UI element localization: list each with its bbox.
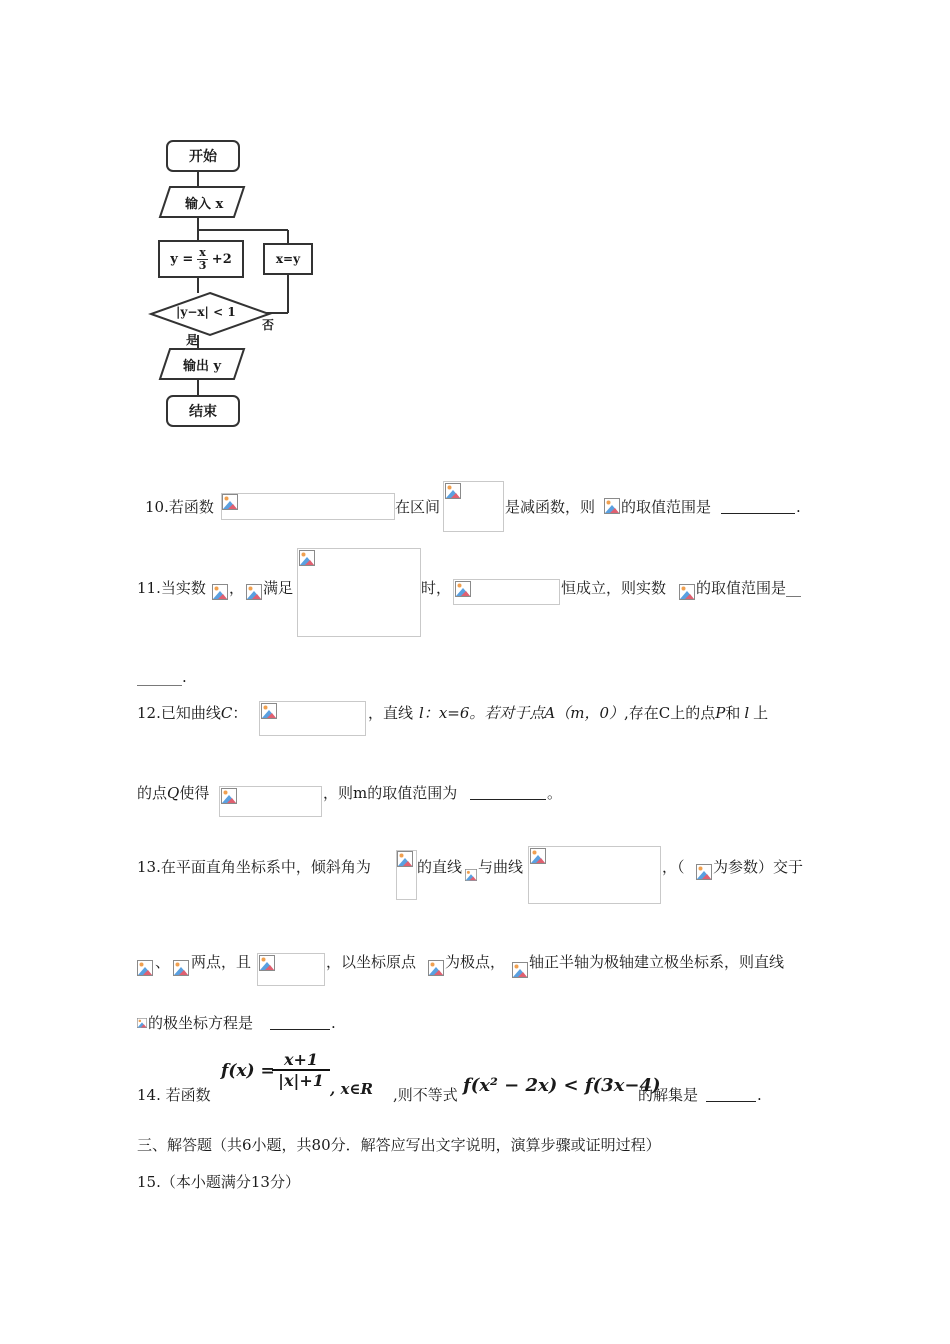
broken-image-icon xyxy=(512,962,528,978)
q14-fraction-denominator: |x|+1 xyxy=(278,1071,324,1090)
broken-image-icon xyxy=(428,960,444,976)
assign-y-den: 3 xyxy=(198,258,207,272)
assign-y-fraction xyxy=(197,247,208,272)
q11-text-5: 恒成立，则实数 xyxy=(561,579,667,597)
q12-text-1: 12.已知曲线 xyxy=(137,704,221,722)
q12-point-a: A（m，0） xyxy=(544,704,624,722)
broken-image-icon xyxy=(604,498,620,514)
broken-image-icon xyxy=(465,867,477,883)
flowchart-assign-y xyxy=(158,240,244,278)
q12-line-def: l：x=6。若对于点 xyxy=(419,704,545,722)
q13-text-12: . xyxy=(331,1014,336,1032)
q11-text-4: 时， xyxy=(421,579,452,597)
q12-text-2: ，直线 xyxy=(368,704,414,722)
q12-curve-name: C xyxy=(220,704,233,722)
q12-point-q: Q xyxy=(167,784,180,802)
q11-text-7: ______. xyxy=(137,668,187,686)
q14-fraction xyxy=(272,1050,330,1090)
q12-text-on: 上 xyxy=(753,704,769,722)
broken-image-icon xyxy=(679,584,695,600)
broken-image-icon xyxy=(261,703,277,719)
q14-fraction-numerator: x+1 xyxy=(272,1050,330,1071)
q12-text-3: 的点 xyxy=(137,784,168,802)
q12-text-5: 。 xyxy=(547,784,563,802)
q10-text-3: 是减函数，则 xyxy=(505,498,596,516)
q12-line-1-start xyxy=(137,703,247,723)
assign-y-num: x xyxy=(199,245,206,259)
flowchart-assign-x: x=y xyxy=(263,243,313,275)
q13-text-8: ，以坐标原点 xyxy=(326,953,417,971)
broken-image-icon xyxy=(530,848,546,864)
q13-text-11: 的极坐标方程是 xyxy=(148,1014,254,1032)
q14-text-4: . xyxy=(757,1086,762,1104)
q12-text-and: 和 xyxy=(725,704,741,722)
q13-text-1: 13.在平面直角坐标系中，倾斜角为 xyxy=(137,858,371,876)
q12-point-p: P xyxy=(715,704,726,722)
q12-line-l: l xyxy=(744,704,750,722)
question-15-heading: 15.（本小题满分13分） xyxy=(137,1173,300,1191)
q10-text-5: . xyxy=(796,498,801,516)
q13-text-2: 的直线 xyxy=(417,858,463,876)
broken-image-icon xyxy=(445,483,461,499)
broken-image-icon xyxy=(221,788,237,804)
q12-line-1-end xyxy=(368,703,768,723)
q12-text-4: ，则m的取值范围为 xyxy=(323,784,458,802)
q12-answer-blank[interactable] xyxy=(470,785,546,800)
q13-text-9: 为极点， xyxy=(445,953,506,971)
broken-image-icon xyxy=(137,960,153,976)
q10-formula-function xyxy=(221,493,395,520)
q10-answer-blank[interactable] xyxy=(721,499,795,514)
q14-text-1: 14. 若函数 xyxy=(137,1086,211,1104)
q14-domain: , x∈R xyxy=(330,1080,373,1098)
broken-image-icon xyxy=(397,851,413,867)
broken-image-icon xyxy=(246,584,262,600)
flowchart-yes-label: 是 xyxy=(186,333,199,347)
broken-image-icon xyxy=(212,584,228,600)
q14-inequality: f(x² − 2x) < f(3x−4) xyxy=(463,1075,661,1096)
broken-image-icon xyxy=(173,960,189,976)
broken-image-icon xyxy=(259,955,275,971)
flowchart-condition: |y−x| < 1 xyxy=(176,305,236,319)
q11-text-3: 满足 xyxy=(263,579,294,597)
assign-y-prefix: y = xyxy=(170,251,194,267)
q13-answer-blank[interactable] xyxy=(270,1015,330,1030)
q12-text-exists: ,存在C上的点 xyxy=(624,704,716,722)
flowchart-input: 输入 x xyxy=(185,197,224,212)
assign-y-suffix: +2 xyxy=(211,251,232,267)
flowchart-output: 输出 y xyxy=(183,359,222,374)
q13-text-4: ，（ xyxy=(662,858,685,876)
section-3-heading: 三、解答题（共6小题，共80分．解答应写出文字说明，演算步骤或证明过程） xyxy=(137,1136,661,1154)
broken-image-icon xyxy=(696,864,712,880)
q13-formula-curve xyxy=(528,846,661,904)
q13-text-5: 为参数）交于 xyxy=(713,858,804,876)
q13-text-10: 轴正半轴为极轴建立极坐标系，则直线 xyxy=(529,953,785,971)
broken-image-icon xyxy=(299,550,315,566)
q10-text-2: 在区间 xyxy=(395,498,441,516)
q11-formula-system xyxy=(297,548,421,637)
q11-text-6: 的取值范围是__ xyxy=(696,579,802,597)
q13-text-3: 与曲线 xyxy=(478,858,524,876)
q14-answer-blank[interactable] xyxy=(706,1087,756,1102)
q14-text-2: ,则不等式 xyxy=(393,1086,458,1104)
q11-text-1: 11.当实数 xyxy=(137,579,206,597)
flowchart-end: 结束 xyxy=(166,395,240,427)
q11-text-2: ， xyxy=(229,579,245,597)
broken-image-icon xyxy=(455,581,471,597)
q12-colon: ： xyxy=(232,704,248,722)
q12-line-2-start xyxy=(137,783,209,803)
q10-text-1: 10.若函数 xyxy=(145,498,214,516)
broken-image-icon xyxy=(222,494,238,510)
q14-text-3: 的解集是 xyxy=(638,1086,699,1104)
q14-function-lhs: f(x) = xyxy=(221,1061,275,1081)
q12-text-such: 使得 xyxy=(179,784,210,802)
flowchart-no-label: 否 xyxy=(262,318,275,332)
q10-text-4: 的取值范围是 xyxy=(621,498,712,516)
broken-image-icon xyxy=(137,1015,147,1031)
flowchart-start: 开始 xyxy=(166,140,240,172)
q13-text-6: 、 xyxy=(155,953,171,971)
q13-text-7: 两点，且 xyxy=(191,953,252,971)
